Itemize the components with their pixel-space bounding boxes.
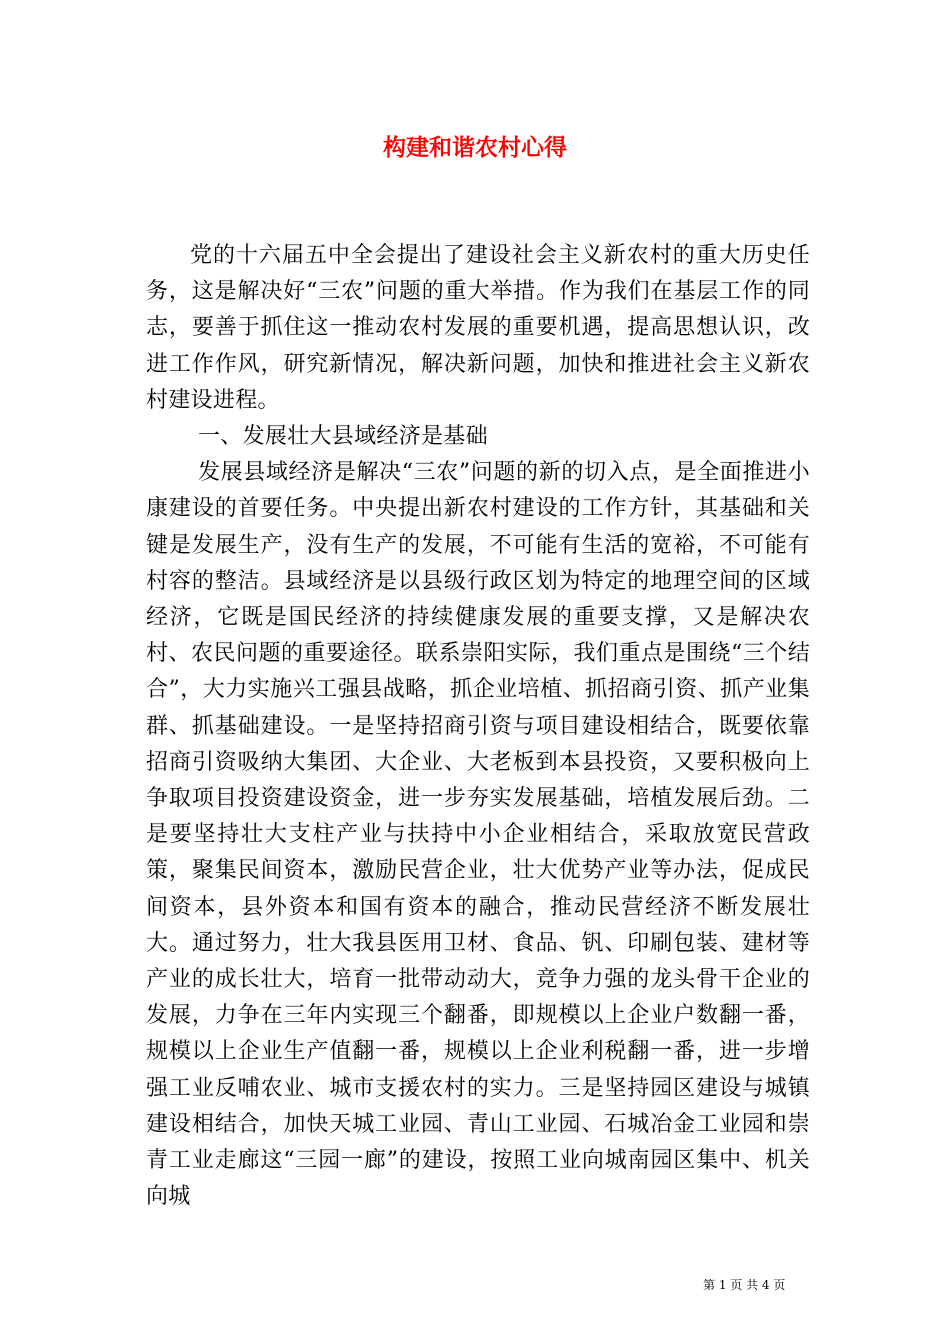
section-heading: 一、发展壮大县域经济是基础 xyxy=(198,424,488,450)
paragraph-intro: 党的十六届五中全会提出了建设社会主义新农村的重大历史任务，这是解决好“三农”问题的重大举措。作为我们在基层工作的同志，要善于抓住这一推动农村发展的重要机遇，提高思想认识，改进工作作风，研究新情况，解决新问题，加快和推进社会主义新农村建设进程。 xyxy=(146,243,810,413)
page-number-footer: 第 1 页 共 4 页 xyxy=(703,1278,786,1292)
page-title: 构建和谐农村心得 xyxy=(383,134,567,161)
document-body xyxy=(146,238,810,1215)
paragraph-county-economy: 发展县域经济是解决“三农”问题的新的切入点，是全面推进小康建设的首要任务。中央提出新农村建设的工作方针，其基础和关键是发展生产，没有生产的发展，不可能有生活的宽裕，不可能有村容的整洁。县域经济是以县级行政区划为特定的地理空间的区域经济，它既是国民经济的持续健康发展的重要支撑，又是解决农村、农民问题的重要途径。联系崇阳实际，我们重点是围绕“三个结合”，大力实施兴工强县战略，抓企业培植、抓招商引资、抓产业集群、抓基础建设。一是坚持招商引资与项目建设相结合，既要依靠招商引资吸纳大集团、大企业、大老板到本县投资，又要积极向上争取项目投资建设资金，进一步夯实发展基础，培植发展后劲。二是要坚持壮大支柱产业与扶持中小企业相结合，采取放宽民营政策，聚集民间资本，激励民营企业，壮大优势产业等办法，促成民间资本，县外资本和国有资本的融合，推动民营经济不断发展壮大。通过努力，壮大我县医用卫材、食品、钒、印刷包装、建材等产业的成长壮大，培育一批带动动大，竞争力强的龙头骨干企业的发展，力争在三年内实现三个翻番，即规模以上企业户数翻一番，规模以上企业生产值翻一番，规模以上企业利税翻一番，进一步增强工业反哺农业、城市支援农村的实力。三是坚持园区建设与城镇建设相结合，加快天城工业园、青山工业园、石城冶金工业园和崇青工业走廊这“三园一廊”的建设，按照工业向城南园区集中、机关向城 xyxy=(146,460,810,1210)
